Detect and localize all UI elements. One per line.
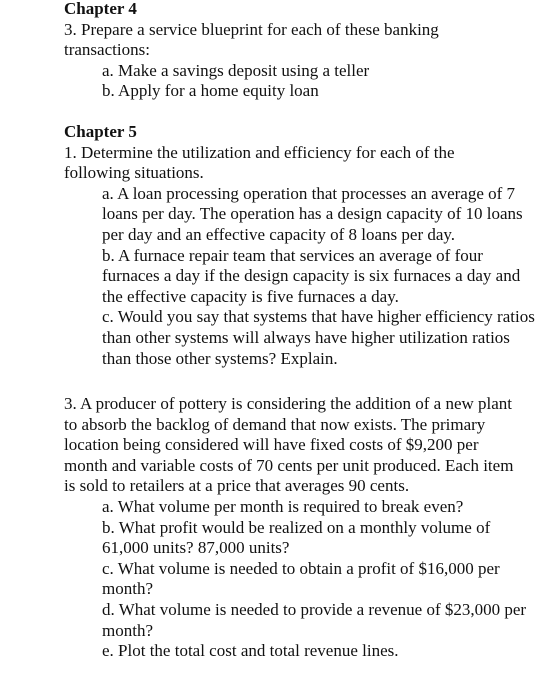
chapter-4-heading: Chapter 4 <box>64 0 137 18</box>
chapter-4-item-b: b. Apply for a home equity loan <box>102 81 319 101</box>
chapter-5-q3-item-b: b. What profit would be realized on a monthly volume of 61,000 units? 87,000 units? <box>102 517 491 558</box>
chapter-5-q3-item-a: a. What volume per month is required to break even? <box>102 496 464 516</box>
chapter-5-q3-item-e: e. Plot the total cost and total revenue lines. <box>102 641 399 661</box>
chapter-4-section <box>64 0 540 102</box>
chapter-4-item-a: a. Make a savings deposit using a teller <box>102 60 370 80</box>
chapter-5-q1-item-a: a. A loan processing operation that processes an average of 7 loans per day. The operation has a design capacity of 10 loans per day and an effective capacity of 8 loans per day. <box>102 183 523 244</box>
chapter-5-q1-item-b: b. A furnace repair team that services an average of four furnaces a day if the design capacity is six furnaces a day and the effective capacity is five furnaces a day. <box>102 245 521 306</box>
chapter-5-q3-item-d: d. What volume is needed to provide a revenue of $23,000 per month? <box>102 599 527 640</box>
chapter-5-question-1: 1. Determine the utilization and efficiency for each of the following situations. <box>64 142 455 183</box>
chapter-5-section <box>64 122 540 369</box>
chapter-5-question-3-section <box>64 394 540 662</box>
chapter-5-heading: Chapter 5 <box>64 122 137 141</box>
chapter-5-q1-item-c: c. Would you say that systems that have higher efficiency ratios than other systems will always have higher utilization ratios than those other systems? Explain. <box>102 307 535 368</box>
chapter-4-question-3: 3. Prepare a service blueprint for each of these banking transactions: <box>64 19 439 60</box>
chapter-5-q3-item-c: c. What volume is needed to obtain a profit of $16,000 per month? <box>102 558 500 599</box>
chapter-5-question-3: 3. A producer of pottery is considering the addition of a new plant to absorb the backlog of demand that now exists. The primary location being considered will have fixed costs of $9,200 per month and variable costs of 70 cents per unit produced. Each item is sold to retailers at a price that averages 90 cents. <box>64 394 514 496</box>
